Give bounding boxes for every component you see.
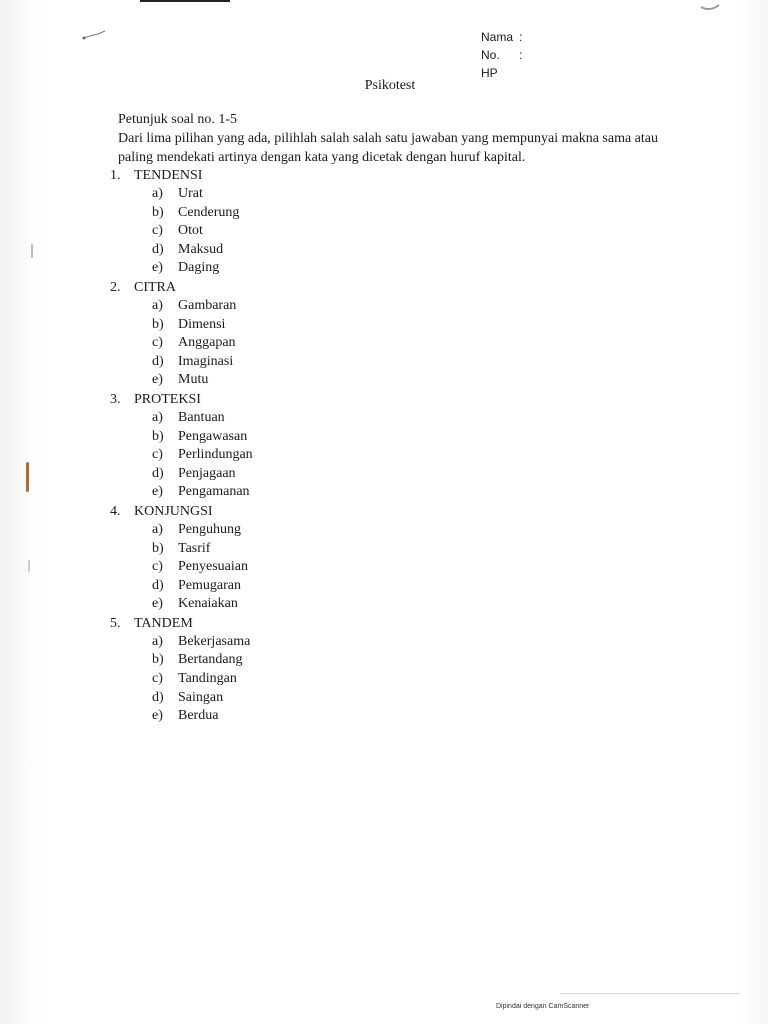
answer-option bbox=[152, 670, 510, 689]
question-heading bbox=[110, 614, 510, 633]
answer-option bbox=[152, 409, 510, 428]
phone-label: No. HP bbox=[481, 48, 500, 80]
option-letter: a) bbox=[152, 521, 163, 537]
answer-option bbox=[152, 316, 510, 335]
answer-option bbox=[152, 521, 510, 540]
question-word: TANDEM bbox=[134, 615, 193, 631]
option-letter: d) bbox=[152, 689, 164, 705]
question-heading bbox=[110, 278, 510, 297]
answer-option bbox=[152, 707, 510, 726]
option-letter: b) bbox=[152, 540, 164, 556]
option-text: Cenderung bbox=[178, 204, 240, 220]
document-title: Psikotest bbox=[364, 78, 416, 93]
option-text: Bantuan bbox=[178, 409, 225, 425]
corner-smudge-mark bbox=[700, 4, 720, 12]
question-item bbox=[110, 278, 510, 390]
question-item bbox=[110, 390, 510, 502]
option-letter: d) bbox=[152, 353, 164, 369]
option-text: Bekerjasama bbox=[178, 633, 251, 649]
option-letter: c) bbox=[152, 223, 163, 239]
option-letter: a) bbox=[152, 186, 163, 201]
option-text: Pemugaran bbox=[178, 577, 241, 593]
answer-option bbox=[152, 353, 510, 372]
option-text: Penyesuaian bbox=[178, 559, 248, 575]
answer-option bbox=[152, 651, 510, 670]
option-text: Perlindungan bbox=[178, 447, 253, 463]
option-text: Imaginasi bbox=[178, 353, 234, 369]
option-letter: c) bbox=[152, 335, 163, 351]
answer-option bbox=[152, 483, 510, 502]
option-text: Berdua bbox=[178, 708, 219, 724]
question-number: 5. bbox=[110, 615, 121, 631]
answer-option bbox=[152, 540, 510, 559]
option-letter: c) bbox=[152, 447, 163, 463]
answer-option bbox=[152, 465, 510, 484]
option-letter: a) bbox=[152, 409, 163, 425]
option-letter: e) bbox=[152, 596, 163, 612]
option-letter: c) bbox=[152, 671, 163, 687]
option-list bbox=[110, 633, 510, 726]
answer-option bbox=[152, 595, 510, 614]
binder-hole-mark bbox=[31, 244, 33, 258]
option-letter: b) bbox=[152, 316, 164, 332]
question-word: TENDENSI bbox=[134, 168, 203, 183]
option-text: Anggapan bbox=[178, 335, 236, 351]
question-list bbox=[110, 166, 510, 726]
name-label: Nama bbox=[481, 30, 514, 44]
question-number: 1. bbox=[110, 168, 121, 183]
instruction-heading: Petunjuk soal no. 1-5 bbox=[118, 112, 237, 127]
question-word: CITRA bbox=[134, 279, 176, 295]
answer-option bbox=[152, 577, 510, 596]
option-text: Tandingan bbox=[178, 671, 237, 687]
answer-option bbox=[152, 371, 510, 390]
answer-option bbox=[152, 428, 510, 447]
scanner-watermark: Dipindai dengan CamScanner bbox=[496, 1003, 590, 1010]
answer-option bbox=[152, 259, 510, 278]
instruction-text: Dari lima pilihan yang ada, pilihlah salah salah satu jawaban yang mempunyai makna sama atau paling mendekati artinya dengan kata yang dicetak dengan huruf kapital. bbox=[118, 131, 658, 165]
answer-option bbox=[152, 185, 510, 204]
option-list bbox=[110, 409, 510, 502]
option-letter: d) bbox=[152, 577, 164, 593]
option-letter: c) bbox=[152, 559, 163, 575]
option-text: Pengawasan bbox=[178, 428, 248, 444]
answer-option bbox=[152, 689, 510, 708]
option-letter: e) bbox=[152, 708, 163, 724]
option-letter: e) bbox=[152, 260, 163, 276]
option-letter: a) bbox=[152, 297, 163, 313]
question-word: KONJUNGSI bbox=[134, 503, 213, 519]
option-text: Penguhung bbox=[178, 521, 241, 537]
answer-option bbox=[152, 446, 510, 465]
option-letter: e) bbox=[152, 484, 163, 500]
instructions bbox=[118, 110, 678, 167]
option-letter: e) bbox=[152, 372, 163, 388]
top-edge-mark bbox=[140, 0, 230, 2]
question-heading bbox=[110, 390, 510, 409]
option-letter: b) bbox=[152, 428, 164, 444]
option-text: Tasrif bbox=[178, 540, 211, 556]
name-separator: : bbox=[519, 30, 523, 44]
option-text: Urat bbox=[178, 186, 203, 201]
question-number: 4. bbox=[110, 503, 121, 519]
footer-divider bbox=[560, 993, 740, 994]
question-item bbox=[110, 166, 510, 278]
option-text: Maksud bbox=[178, 241, 224, 257]
option-text: Bertandang bbox=[178, 652, 243, 668]
answer-option bbox=[152, 241, 510, 260]
name-field bbox=[481, 28, 522, 46]
option-letter: b) bbox=[152, 652, 164, 668]
question-heading bbox=[110, 502, 510, 521]
option-text: Gambaran bbox=[178, 297, 237, 313]
option-list bbox=[110, 297, 510, 390]
question-number: 3. bbox=[110, 391, 121, 407]
pen-stroke-mark bbox=[82, 30, 106, 40]
answer-option bbox=[152, 222, 510, 241]
answer-option bbox=[152, 204, 510, 223]
option-letter: b) bbox=[152, 204, 164, 220]
question-item bbox=[110, 502, 510, 614]
option-text: Kenaiakan bbox=[178, 596, 238, 612]
option-text: Dimensi bbox=[178, 316, 226, 332]
answer-option bbox=[152, 558, 510, 577]
binder-hole-mark bbox=[28, 560, 30, 572]
question-number: 2. bbox=[110, 279, 121, 295]
option-text: Mutu bbox=[178, 372, 209, 388]
answer-option bbox=[152, 633, 510, 652]
option-letter: d) bbox=[152, 465, 164, 481]
header-fields bbox=[481, 28, 522, 82]
phone-field bbox=[481, 46, 522, 82]
option-text: Penjagaan bbox=[178, 465, 236, 481]
option-list bbox=[110, 521, 510, 614]
option-letter: a) bbox=[152, 633, 163, 649]
option-text: Saingan bbox=[178, 689, 224, 705]
answer-option bbox=[152, 334, 510, 353]
question-heading bbox=[110, 166, 510, 185]
question-item bbox=[110, 614, 510, 726]
option-text: Daging bbox=[178, 260, 220, 276]
question-word: PROTEKSI bbox=[134, 391, 201, 407]
phone-separator: : bbox=[519, 48, 523, 62]
answer-option bbox=[152, 297, 510, 316]
binder-hole-mark bbox=[26, 462, 29, 492]
option-text: Pengamanan bbox=[178, 484, 250, 500]
option-letter: d) bbox=[152, 241, 164, 257]
option-list bbox=[110, 185, 510, 278]
option-text: Otot bbox=[178, 223, 203, 239]
